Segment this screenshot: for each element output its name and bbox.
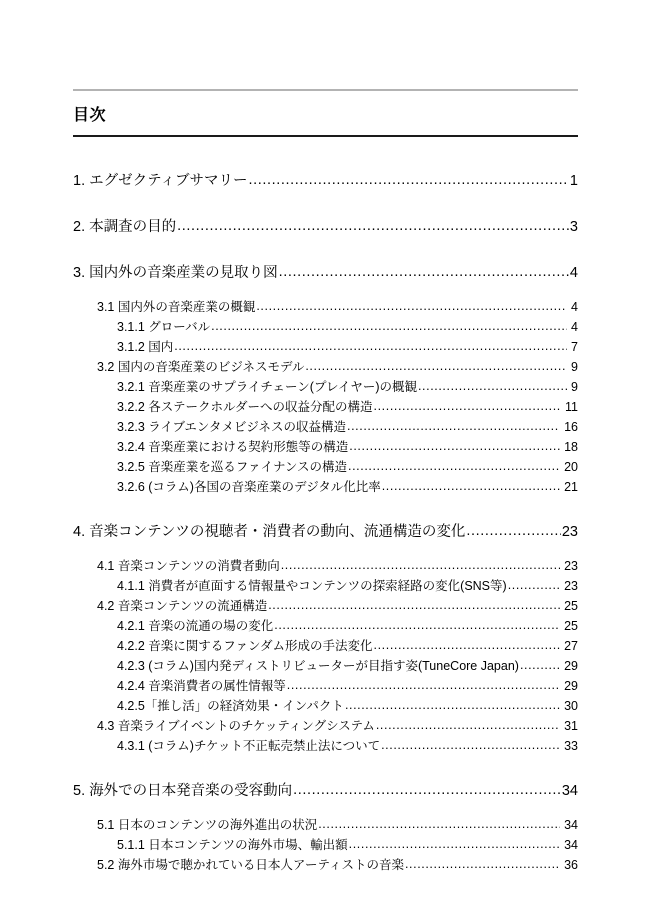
toc-entry-page-number: 4 — [571, 320, 578, 334]
toc-entry-page-number: 4 — [571, 300, 578, 314]
toc-entry[interactable] — [73, 339, 578, 355]
toc-entry[interactable] — [73, 299, 578, 315]
toc-leader-dots — [345, 697, 560, 713]
toc-leader-dots — [382, 478, 560, 494]
toc-entry-label: 4.1 音楽コンテンツの消費者動向 — [97, 559, 280, 573]
toc-leader-dots — [281, 557, 560, 573]
toc-entry-page-number: 11 — [565, 400, 578, 414]
toc-leader-dots — [349, 438, 560, 454]
toc-entry-label: 5.2 海外市場で聴かれている日本人アーティストの音楽 — [97, 858, 404, 872]
toc-leader-dots — [374, 637, 561, 653]
toc-leader-dots — [520, 657, 560, 673]
toc-entry-label: 4.2.3 (コラム)国内発ディストリビューターが目指す姿(TuneCore Japan) — [117, 659, 519, 673]
toc-entry[interactable] — [73, 558, 578, 574]
toc-leader-dots — [211, 318, 567, 334]
toc-entry-label: 4.3 音楽ライブイベントのチケッティングシステム — [97, 719, 375, 733]
toc-entry[interactable] — [73, 265, 578, 282]
toc-entry-label: 3.1 国内外の音楽産業の概観 — [97, 300, 256, 314]
toc-entry-label: 3.1.1 グローバル — [117, 320, 211, 334]
toc-entry[interactable] — [73, 379, 578, 395]
toc-entry-page-number: 25 — [564, 599, 578, 613]
toc-entry-page-number: 27 — [564, 639, 578, 653]
toc-leader-dots — [274, 617, 560, 633]
toc-entry-page-number: 4 — [569, 265, 578, 281]
toc-entry[interactable] — [73, 738, 578, 754]
toc-entry-label: 3.1.2 国内 — [117, 340, 174, 354]
toc-entry-label: 3.2.3 ライブエンタメビジネスの収益構造 — [117, 420, 347, 434]
toc-entry-label: 3.2.1 音楽産業のサプライチェーン(プレイヤー)の概観 — [117, 380, 417, 394]
toc-entry[interactable] — [73, 399, 578, 415]
toc-entry-page-number: 3 — [569, 219, 578, 235]
toc-entry-label: 4.2 音楽コンテンツの流通構造 — [97, 599, 268, 613]
toc-leader-dots — [348, 458, 560, 474]
toc-leader-dots — [466, 523, 560, 540]
toc-leader-dots — [293, 782, 561, 799]
toc-leader-dots — [349, 836, 560, 852]
toc-entry-page-number: 9 — [571, 380, 578, 394]
toc-entry-page-number: 1 — [569, 173, 578, 189]
toc-leader-dots — [418, 378, 567, 394]
toc-entry-page-number: 16 — [564, 420, 578, 434]
toc-entry-label: 5. 海外での日本発音楽の受容動向 — [73, 783, 293, 799]
toc-leader-dots — [381, 737, 560, 753]
toc-entry-page-number: 23 — [564, 579, 578, 593]
toc-entry[interactable] — [73, 698, 578, 714]
toc-leader-dots — [174, 338, 567, 354]
toc-entry-label: 4.3.1 (コラム)チケット不正転売禁止法について — [117, 739, 381, 753]
toc-entry[interactable] — [73, 638, 578, 654]
header-rule-bottom — [73, 135, 578, 137]
toc-entry[interactable] — [73, 524, 578, 541]
toc-entry-label: 1. エグゼクティブサマリー — [73, 173, 248, 189]
toc-leader-dots — [376, 717, 560, 733]
toc-header — [73, 0, 578, 137]
toc-entry-page-number: 18 — [564, 440, 578, 454]
toc-entry-page-number: 34 — [564, 818, 578, 832]
toc-entry-label: 4.2.2 音楽に関するファンダム形成の手法変化 — [117, 639, 373, 653]
toc-entry-page-number: 9 — [571, 360, 578, 374]
toc-entry-label: 4. 音楽コンテンツの視聴者・消費者の動向、流通構造の変化 — [73, 524, 466, 540]
toc-entry[interactable] — [73, 219, 578, 236]
toc-entry-label: 5.1 日本のコンテンツの海外進出の状況 — [97, 818, 318, 832]
toc-leader-dots — [508, 577, 560, 593]
toc-entry-page-number: 23 — [561, 524, 578, 540]
toc-entry[interactable] — [73, 678, 578, 694]
toc-leader-dots — [287, 677, 560, 693]
toc-entry-label: 4.1.1 消費者が直面する情報量やコンテンツの探索経路の変化(SNS等) — [117, 579, 507, 593]
toc-entry-page-number: 20 — [564, 460, 578, 474]
toc-entry-page-number: 31 — [564, 719, 578, 733]
toc-leader-dots — [318, 816, 560, 832]
toc-leader-dots — [347, 418, 560, 434]
toc-entry-page-number: 29 — [564, 659, 578, 673]
toc-entry-page-number: 36 — [564, 858, 578, 872]
toc-entry[interactable] — [73, 857, 578, 873]
toc-entry-page-number: 25 — [564, 619, 578, 633]
page-content — [73, 0, 578, 873]
toc-leader-dots — [279, 264, 569, 281]
toc-entry-page-number: 23 — [564, 559, 578, 573]
table-of-contents — [73, 173, 578, 873]
toc-leader-dots — [405, 856, 560, 872]
toc-entry[interactable] — [73, 173, 578, 190]
toc-entry[interactable] — [73, 479, 578, 495]
toc-entry-page-number: 34 — [561, 783, 578, 799]
toc-entry[interactable] — [73, 459, 578, 475]
toc-entry[interactable] — [73, 419, 578, 435]
toc-entry-label: 4.2.5「推し活」の経済効果・インパクト — [117, 699, 344, 713]
toc-entry-label: 3.2.4 音楽産業における契約形態等の構造 — [117, 440, 349, 454]
toc-entry-label: 3.2.5 音楽産業を巡るファイナンスの構造 — [117, 460, 348, 474]
toc-entry-page-number: 7 — [571, 340, 578, 354]
toc-entry-page-number: 33 — [564, 739, 578, 753]
toc-entry[interactable] — [73, 658, 578, 674]
toc-entry-label: 2. 本調査の目的 — [73, 219, 177, 235]
toc-entry[interactable] — [73, 837, 578, 853]
toc-leader-dots — [256, 298, 567, 314]
toc-leader-dots — [268, 597, 560, 613]
toc-entry[interactable] — [73, 817, 578, 833]
toc-entry-label: 4.2.4 音楽消費者の属性情報等 — [117, 679, 286, 693]
toc-entry[interactable] — [73, 319, 578, 335]
toc-entry[interactable] — [73, 598, 578, 614]
toc-entry-label: 3. 国内外の音楽産業の見取り図 — [73, 265, 278, 281]
toc-entry-page-number: 21 — [564, 480, 578, 494]
toc-leader-dots — [177, 218, 569, 235]
toc-entry-label: 3.2.6 (コラム)各国の音楽産業のデジタル化比率 — [117, 480, 381, 494]
toc-entry-label: 3.2 国内の音楽産業のビジネスモデル — [97, 360, 305, 374]
toc-entry[interactable] — [73, 718, 578, 734]
toc-leader-dots — [248, 172, 568, 189]
toc-leader-dots — [374, 398, 561, 414]
toc-entry-page-number: 29 — [564, 679, 578, 693]
toc-entry-label: 5.1.1 日本コンテンツの海外市場、輸出額 — [117, 838, 348, 852]
toc-entry[interactable] — [73, 783, 578, 800]
toc-entry-label: 4.2.1 音楽の流通の場の変化 — [117, 619, 274, 633]
toc-entry[interactable] — [73, 578, 578, 594]
toc-entry[interactable] — [73, 439, 578, 455]
toc-entry-label: 3.2.2 各ステークホルダーへの収益分配の構造 — [117, 400, 373, 414]
toc-leader-dots — [305, 358, 567, 374]
page-title: 目次 — [73, 107, 107, 124]
toc-entry[interactable] — [73, 618, 578, 634]
toc-entry-page-number: 34 — [564, 838, 578, 852]
toc-entry[interactable] — [73, 359, 578, 375]
toc-entry-page-number: 30 — [564, 699, 578, 713]
